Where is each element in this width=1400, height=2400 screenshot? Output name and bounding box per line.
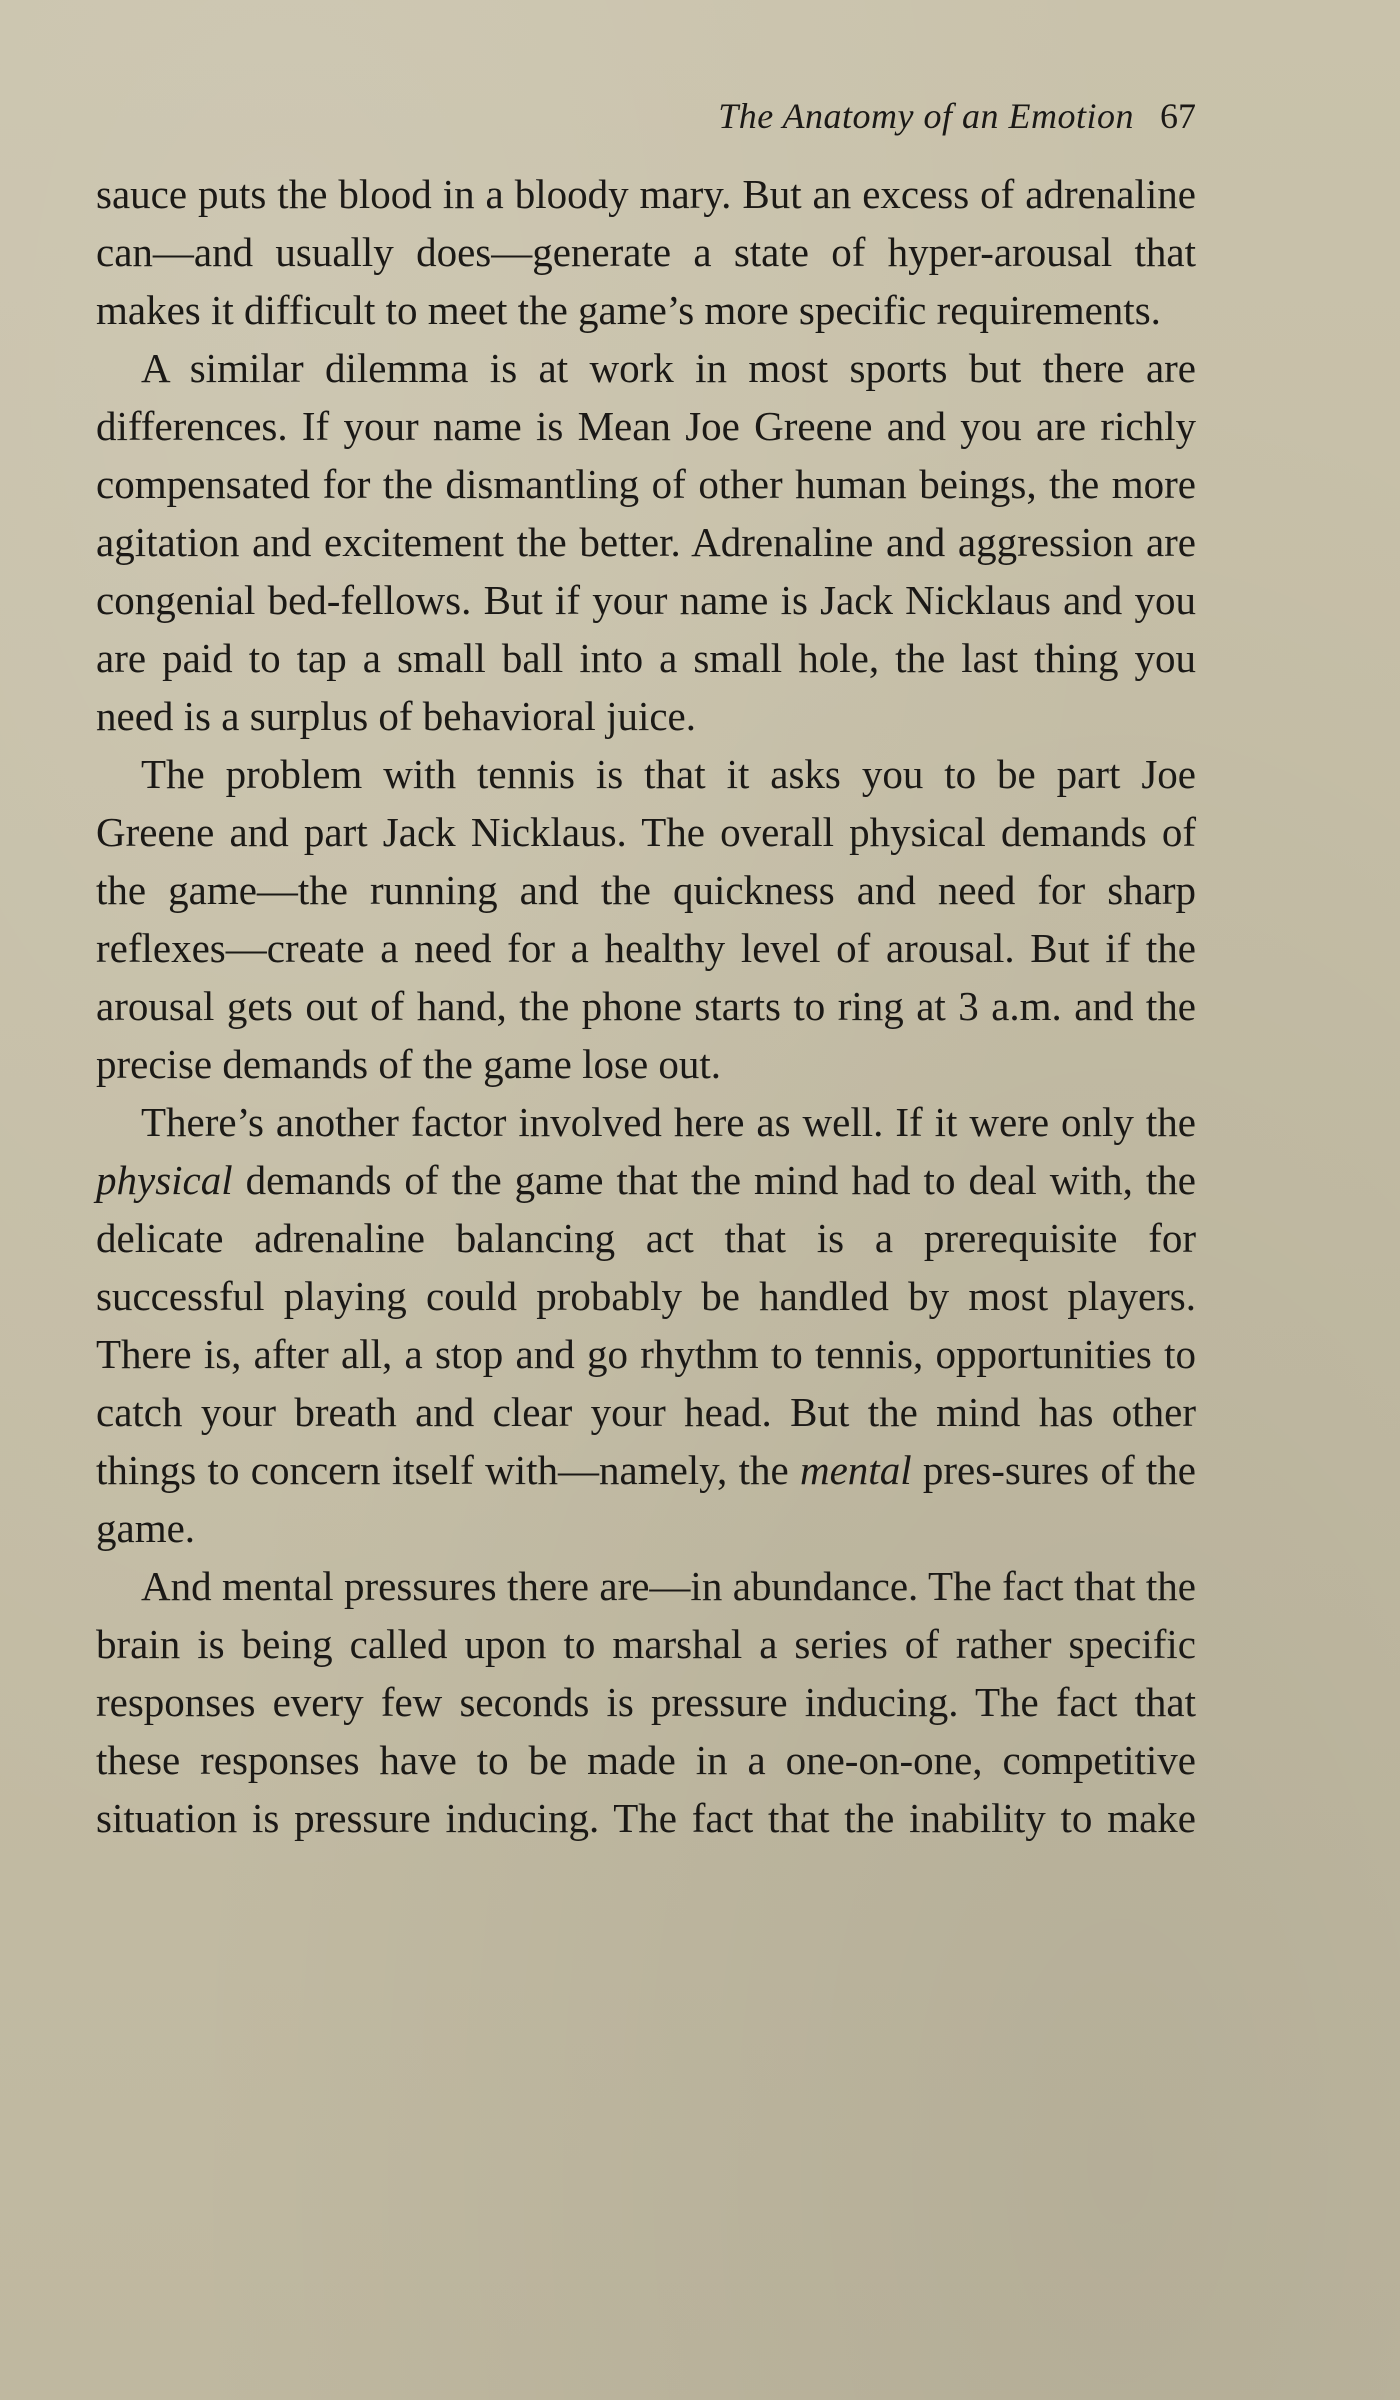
- emphasis-physical: physical: [96, 1157, 233, 1203]
- paragraph-4-text-2: demands of the game that the mind had to deal with, the delicate adrenaline balancing act that is a prerequisite for successful playing could probably be handled by most players. There is, after all, a stop and go rhythm to tennis, opportunities to catch your breath and clear your head. But the mind has other things to concern itself with—namely, the: [96, 1157, 1196, 1493]
- emphasis-mental: mental: [800, 1447, 912, 1493]
- chapter-title: The Anatomy of an Emotion: [718, 96, 1134, 136]
- running-head: [96, 92, 1196, 140]
- paragraph-4-text-3: pres-sures of the game.: [96, 1447, 1197, 1551]
- paragraph-2: A similar dilemma is at work in most sports but there are differences. If your name is Mean Joe Greene and you are richly compensated for the dismantling of other human beings, the more agitation and excitement the better. Adrenaline and aggression are congenial bed-fellows. But if your name is Jack Nicklaus and you are paid to tap a small ball into a small hole, the last thing you need is a surplus of behavioral juice.: [96, 345, 1196, 739]
- paragraph-4: [96, 1093, 1196, 1557]
- paragraph-1: sauce puts the blood in a bloody mary. But an excess of adrenaline can—and usually does—generate a state of hyper-arousal that makes it difficult to meet the game’s more specific requirements.: [96, 171, 1196, 333]
- page-number: 67: [1160, 96, 1196, 136]
- paragraph-3: The problem with tennis is that it asks you to be part Joe Greene and part Jack Nicklaus. The overall physical demands of the game—the running and the quickness and need for sharp reflexes—create a need for a healthy level of arousal. But if the arousal gets out of hand, the phone starts to ring at 3 a.m. and the precise demands of the game lose out.: [96, 751, 1196, 1087]
- paragraph-4-text-1: There’s another factor involved here as well. If it were only the: [141, 1099, 1196, 1145]
- body-text: [96, 165, 1196, 1847]
- paragraph-5: And mental pressures there are—in abundance. The fact that the brain is being called upon to marshal a series of rather specific responses every few seconds is pressure inducing. The fact that these responses have to be made in a one-on-one, competitive situation is pressure inducing. The fact that the inability to make: [96, 1563, 1196, 1841]
